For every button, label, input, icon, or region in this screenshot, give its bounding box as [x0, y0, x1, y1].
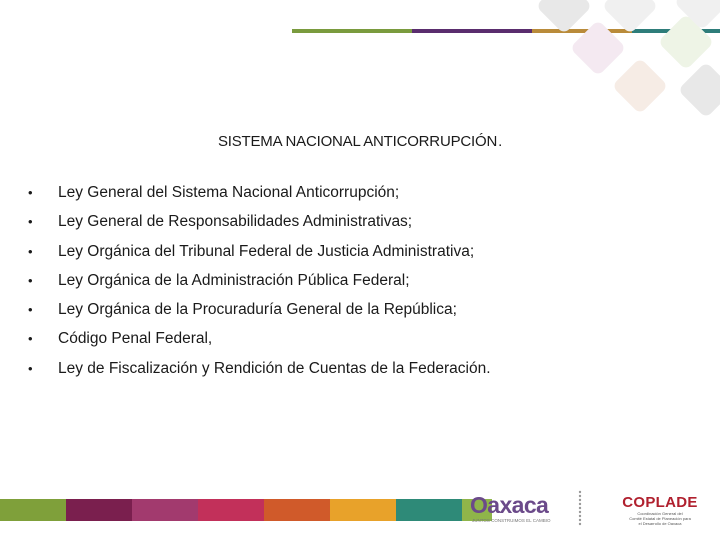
law-name: Ley General del Sistema Nacional Anticorrupción;: [58, 184, 400, 201]
law-name: Ley Orgánica del Tribunal Federal de Justicia Administrativa;: [58, 242, 475, 260]
decor-diamond: [570, 20, 627, 77]
footer-bar-segment: [396, 499, 462, 521]
decor-diamond: [536, 0, 593, 34]
bullet-icon: •: [28, 360, 33, 376]
oaxaca-wordmark: Oaxaca: [470, 492, 549, 518]
decorative-diamond-pattern: [490, 0, 720, 125]
list-item: [28, 295, 491, 324]
top-bar-segment: [292, 29, 412, 33]
coplade-subtitle-line: Comité Estatal de Planeación para: [629, 516, 691, 521]
footer-bar-segment: [330, 499, 396, 521]
law-name: Código Penal Federal,: [58, 330, 213, 348]
slide-title: [0, 133, 720, 150]
law-list: [28, 178, 491, 383]
bullet-icon: •: [28, 302, 33, 318]
bullet-icon: •: [28, 272, 33, 288]
oaxaca-logo: [470, 494, 560, 526]
law-name: Ley de Fiscalización y Rendición de Cuentas de la Federación.: [58, 359, 491, 377]
law-name: Ley General de Responsabilidades Administrativas;: [58, 213, 413, 231]
decor-diamond: [678, 62, 720, 119]
bullet-icon: •: [28, 185, 33, 200]
coplade-subtitle-line: el Desarrollo de Oaxaca: [638, 521, 682, 526]
law-name: Ley Orgánica de la Procuraduría General de la República;: [58, 301, 457, 319]
footer-bar-segment: [264, 499, 330, 521]
coplade-wordmark: COPLADE: [622, 494, 698, 511]
law-name: Ley Orgánica de la Administración Pública Federal;: [58, 271, 410, 289]
decor-diamond: [602, 0, 659, 34]
footer-bar-segment: [198, 499, 264, 521]
bullet-icon: •: [28, 331, 33, 347]
list-item: [28, 237, 491, 266]
list-item: [28, 324, 491, 353]
vertical-dots-divider: [576, 490, 584, 526]
coplade-logo: [612, 494, 708, 528]
bullet-icon: •: [28, 214, 33, 230]
list-item: [28, 266, 491, 295]
list-item: [28, 178, 491, 207]
footer-color-bar: [0, 499, 492, 521]
footer-bar-segment: [66, 499, 132, 521]
decor-diamond: [612, 58, 669, 115]
list-item: [28, 354, 491, 383]
list-item: [28, 207, 491, 236]
coplade-subtitle-line: Coordinación General del: [637, 511, 683, 516]
bullet-icon: •: [28, 243, 33, 259]
slide-title-text: SISTEMA NACIONAL ANTICORRUPCIÓN: [217, 133, 498, 150]
oaxaca-tagline: JUNTOS CONSTRUIMOS EL CAMBIO: [472, 518, 551, 523]
footer-bar-segment: [0, 499, 66, 521]
slide-title-period: .: [498, 133, 503, 150]
footer-bar-segment: [132, 499, 198, 521]
